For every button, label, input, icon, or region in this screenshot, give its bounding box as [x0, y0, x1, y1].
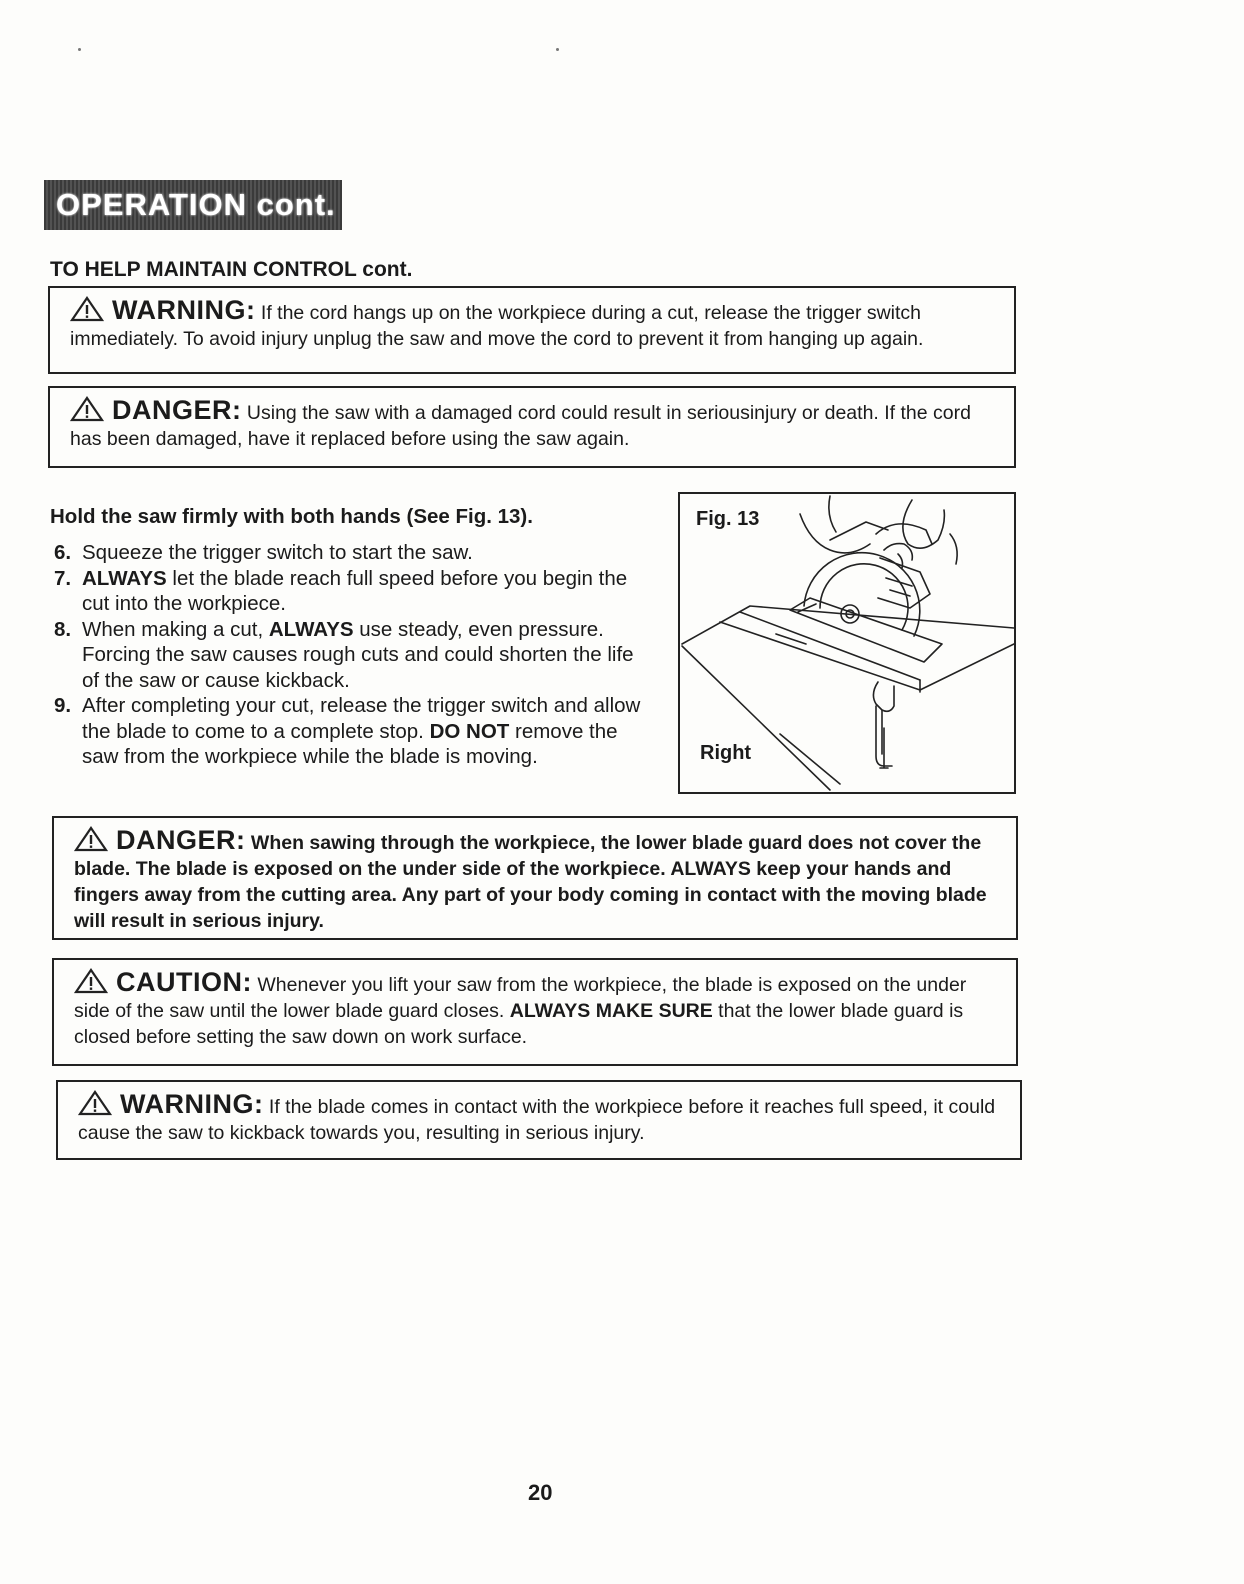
list-item: [54, 693, 646, 770]
list-item: [54, 540, 646, 566]
warning-notice-1: [48, 286, 1016, 374]
step-emphasis: ALWAYS: [82, 566, 167, 590]
scan-speck: [78, 48, 81, 51]
step-text-lead: After completing your cut, release the trigger switch and allow the blade to come to a complete stop.: [82, 694, 641, 743]
caution-label: CAUTION:: [116, 967, 252, 997]
danger-text: Using the saw with a damaged cord could result in seriousinjury or death. If the cord has been damaged, have it replaced before using the saw again.: [70, 402, 971, 450]
scan-speck: [556, 48, 559, 51]
step-number: 9.: [54, 694, 72, 717]
caution-emphasis: ALWAYS MAKE SURE: [509, 1000, 713, 1022]
section-header: [44, 180, 342, 230]
danger-label: DANGER:: [112, 395, 242, 425]
warning-label: WARNING:: [120, 1089, 264, 1119]
warning-triangle-icon: [74, 968, 108, 994]
caution-notice: [52, 958, 1018, 1066]
danger-label: DANGER:: [116, 825, 246, 855]
warning-text: If the cord hangs up on the workpiece during a cut, release the trigger switch immediately. To avoid injury unplug the saw and move the cord to prevent it from hanging up again.: [70, 302, 924, 350]
warning-triangle-icon: [74, 826, 108, 852]
danger-text: When sawing through the workpiece, the lower blade guard does not cover the blade. The blade is exposed on the under side of the workpiece. ALWAYS keep your hands and fingers away from the cutting area. Any part of your body coming in contact with the moving blade will result in serious injury.: [74, 832, 987, 932]
step-text: Squeeze the trigger switch to start the saw.: [82, 541, 473, 564]
step-emphasis: ALWAYS: [268, 617, 354, 641]
figure-title: Fig. 13: [696, 508, 760, 530]
step-emphasis: DO NOT: [429, 719, 510, 743]
warning-text: If the blade comes in contact with the workpiece before it reaches full speed, it could cause the saw to kickback towards you, resulting in serious injury.: [78, 1096, 996, 1144]
caution-text-tail: that the lower blade guard is closed before setting the saw down on work surface.: [74, 1000, 964, 1048]
danger-notice-1: [48, 386, 1016, 468]
caution-text-lead: Whenever you lift your saw from the workpiece, the blade is exposed on the under side of the saw until the lower blade guard closes.: [74, 974, 967, 1022]
step-number: 6.: [54, 541, 72, 564]
warning-label: WARNING:: [112, 295, 256, 325]
warning-triangle-icon: [78, 1090, 112, 1116]
warning-triangle-icon: [70, 296, 104, 322]
instruction-steps: [54, 540, 646, 770]
warning-triangle-icon: [70, 396, 104, 422]
step-text: use steady, even pressure. Forcing the saw causes rough cuts and could shorten the life of the saw or cause kickback.: [82, 617, 634, 692]
step-number: 8.: [54, 617, 72, 641]
circular-saw-illustration: [680, 494, 1014, 792]
list-item: [54, 617, 646, 694]
figure-13: [678, 492, 1016, 794]
section-title: OPERATION cont.: [56, 187, 336, 222]
subheading: TO HELP MAINTAIN CONTROL cont.: [50, 258, 413, 281]
warning-notice-2: [56, 1080, 1022, 1160]
step-number: 7.: [54, 566, 72, 590]
page-number: 20: [528, 1480, 553, 1505]
step-text: let the blade reach full speed before you begin the cut into the workpiece.: [82, 566, 628, 615]
step-text-lead: When making a cut,: [82, 617, 269, 641]
step-text: remove the saw from the workpiece while the blade is moving.: [82, 719, 618, 768]
figure-caption: Right: [700, 742, 752, 764]
list-item: [54, 566, 646, 617]
instructions-heading: Hold the saw firmly with both hands (See Fig. 13).: [50, 505, 533, 528]
danger-notice-2: [52, 816, 1018, 940]
